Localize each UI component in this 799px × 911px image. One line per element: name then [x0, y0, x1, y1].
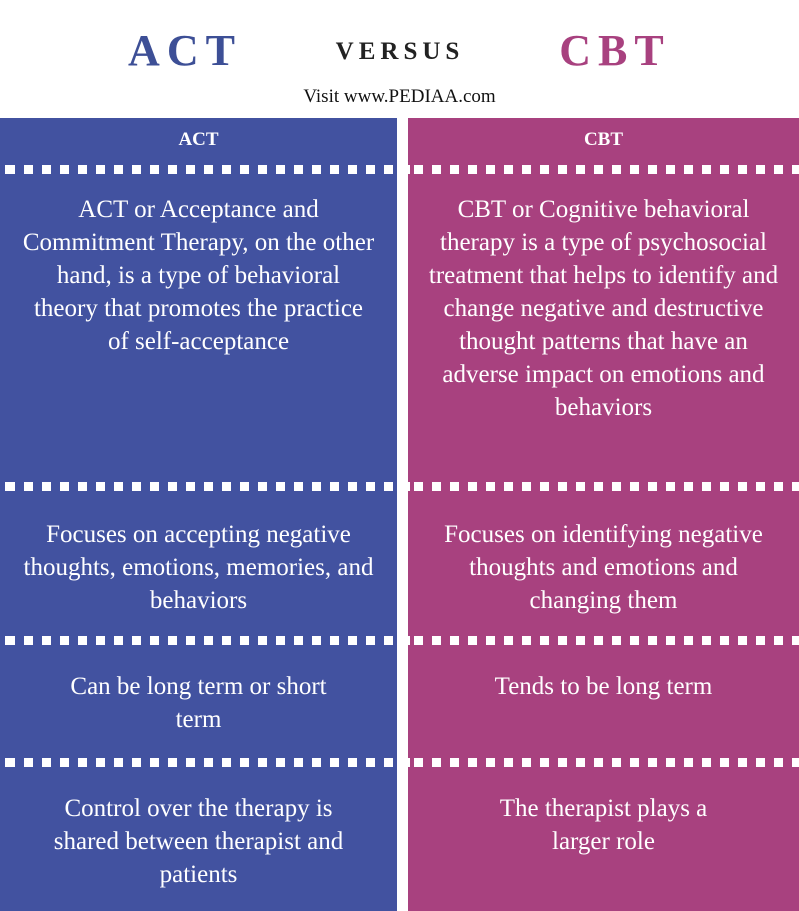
divider	[0, 482, 397, 491]
divider	[408, 758, 799, 767]
act-row-definition: ACT or Acceptance and Commitment Therapy, on the other hand, is a type of behavioral theory that promotes the practice of self-acceptance	[22, 196, 375, 355]
subtitle-source: Visit www.PEDIAA.com	[303, 86, 496, 107]
cbt-row-focus: Focuses on identifying negative thoughts and emotions and changing them	[444, 521, 763, 614]
title-act: ACT	[128, 26, 242, 75]
divider	[408, 482, 799, 491]
act-row-duration: Can be long term or short term	[70, 673, 327, 733]
act-column	[0, 118, 397, 911]
divider	[0, 165, 397, 174]
header	[0, 0, 799, 118]
divider	[0, 636, 397, 645]
title-versus: VERSUS	[335, 38, 465, 65]
divider	[408, 636, 799, 645]
cbt-row-definition: CBT or Cognitive behavioral therapy is a type of psychosocial treatment that helps to identify and change negative and destructive thought patterns that have an adverse impact on emotions and behaviors	[428, 196, 779, 421]
cbt-row-duration: Tends to be long term	[494, 673, 713, 700]
act-column-header: ACT	[178, 129, 219, 150]
cbt-column-header: CBT	[583, 129, 624, 150]
act-row-focus: Focuses on accepting negative thoughts, emotions, memories, and behaviors	[23, 521, 374, 614]
act-row-control: Control over the therapy is shared between therapist and patients	[53, 795, 344, 888]
cbt-column	[408, 118, 799, 911]
cbt-row-role: The therapist plays a larger role	[499, 795, 708, 855]
divider	[408, 165, 799, 174]
title-cbt: CBT	[559, 26, 671, 75]
divider	[0, 758, 397, 767]
